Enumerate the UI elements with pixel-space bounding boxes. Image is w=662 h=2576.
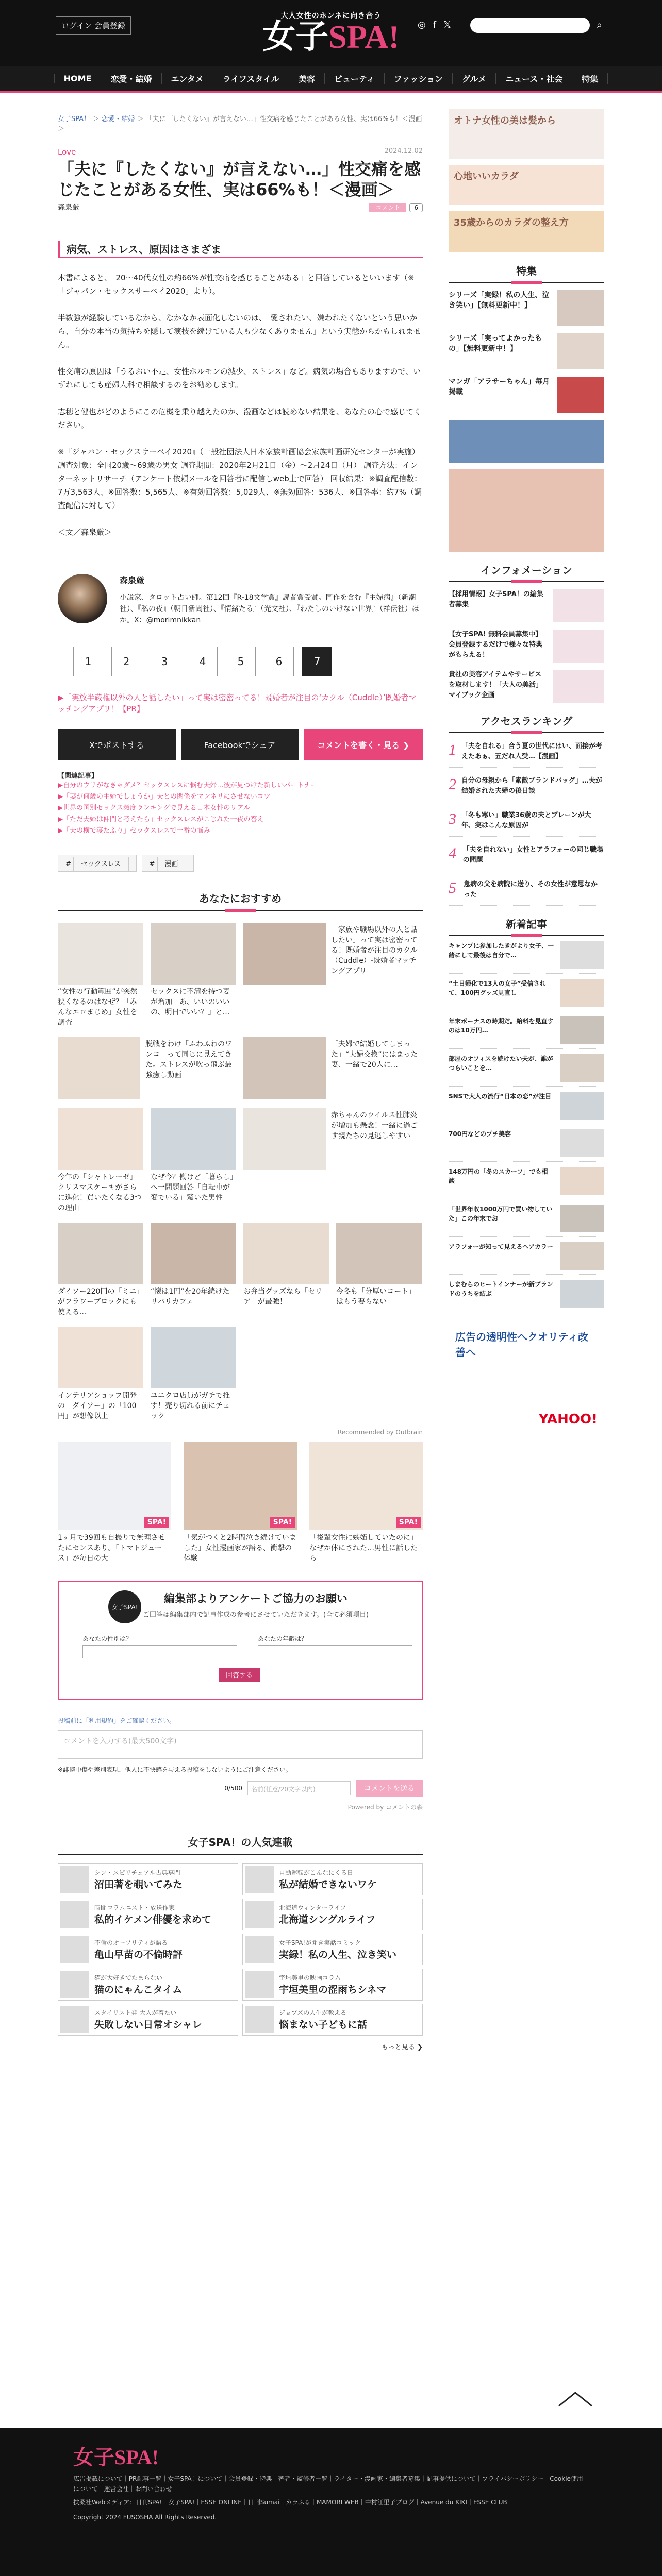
crumb-home[interactable]: 女子SPA！ (58, 115, 91, 123)
recommend-card[interactable] (151, 1223, 236, 1317)
crumb-current: 「夫に『したくない』が言えない…」性交痛を感じたことがある女性、実は66%も！＜漫画＞ (58, 115, 422, 133)
recommend-thumbnail (151, 1108, 236, 1170)
series-thumbnail (60, 1971, 89, 1998)
series-name: 私的イケメン俳優を求めて (94, 1914, 211, 1925)
related-articles (58, 770, 423, 845)
rank-number: 4 (449, 845, 456, 862)
footer-media[interactable]: 扶桑社Webメディア：日刊SPA!｜女子SPA!｜ESSE ONLINE｜日刊Sumai｜カラふる｜MAMORI WEB｜中村江里子ブログ｜Avenue du KIKI｜ESSE CLUB (73, 2499, 507, 2506)
nav-item[interactable]: ファッション (385, 73, 453, 84)
crumb-category[interactable]: 恋愛・結婚 (101, 115, 135, 123)
info-title: 貴社の美容アイテムやサービスを取材します！「大人の美活」マイブック企画 (449, 671, 543, 699)
recommend-thumbnail (243, 923, 326, 985)
recommend-thumbnail (336, 1223, 422, 1284)
survey-q2-label: あなたの年齢は？ (258, 1635, 308, 1642)
new-article-item[interactable] (449, 979, 604, 1011)
outbrain-label[interactable]: Recommended by Outbrain (337, 1429, 423, 1436)
author-bio (58, 574, 423, 626)
article-paragraph: 本書によると、「20〜40代女性の約66%が性交痛を感じることがある」と回答しているといいます（※「ジャパン・セックスサーベイ2020」より）。 (58, 273, 415, 296)
series-thumbnail (60, 1936, 89, 1963)
info-list (449, 589, 604, 703)
recommend-title: セックスに不満を持つ妻が増加「あ、いいのいいの、明日でいい？」と… (151, 988, 230, 1016)
series-name: 亀山早苗の不倫時評 (94, 1949, 183, 1960)
copyright: Copyright 2024 FUSOSHA All Rights Reserved. (73, 2514, 217, 2521)
outbrain-title: 「気がつくと2時間泣き続けていました」女性漫画家が語る、衝撃の体験 (184, 1534, 296, 1563)
series-item[interactable] (58, 1863, 238, 1895)
recommend-card[interactable] (151, 923, 236, 1028)
recommend-title: インテリアショップ開発の「ダイソー」の「100円」が想像以上 (58, 1392, 137, 1420)
outbrain-thumbnail (184, 1442, 297, 1530)
series-grid (58, 1863, 423, 2036)
feature-title: シリーズ「実録！私の人生、泣き笑い」【無料更新中！】 (449, 291, 550, 310)
info-item[interactable] (449, 670, 604, 703)
nav-accent-line (0, 91, 662, 93)
series-thumbnail (245, 1866, 274, 1893)
ranking-title: 「夫を自れない」女性とアラフォーの同じ職場の問題 (462, 846, 603, 864)
feature-list (449, 290, 604, 413)
category-label[interactable]: Love (58, 147, 76, 157)
outbrain-card[interactable] (184, 1442, 297, 1564)
new-article-title: 「世界年収1000万円で買い物していた」この年末でお (449, 1206, 553, 1222)
nav-item[interactable]: グルメ (453, 73, 496, 84)
nav-item[interactable]: エンタメ (162, 73, 213, 84)
series-name: 沼田著を覗いてみた (94, 1879, 183, 1890)
survey-submit-button[interactable]: 回答する (219, 1668, 260, 1682)
article-date: 2024.12.02 (384, 147, 423, 155)
comment-count: 6 (409, 203, 423, 212)
comment-badge[interactable]: コメント (369, 203, 406, 212)
new-article-item[interactable] (449, 1205, 604, 1237)
tag-list (58, 855, 423, 872)
rank-number: 3 (449, 810, 456, 827)
info-thumbnail (553, 630, 604, 663)
sidebar-ad-hair[interactable]: オトナ女性の美は髪から (449, 109, 604, 159)
outbrain-grid (58, 1442, 423, 1564)
series-item[interactable] (58, 1934, 238, 1965)
facebook-share-button[interactable]: Facebookでシェア (181, 729, 299, 760)
page-link[interactable]: 7 (302, 647, 332, 676)
x-share-button[interactable]: Xでポストする (58, 729, 176, 760)
new-article-title: しまむらのヒートインナーが新ブランドのうちを結ぶ (449, 1281, 553, 1297)
new-article-title: 部屋のオフィスを続けたい夫が、誰がつらいことを… (449, 1055, 553, 1072)
series-kicker: 猫が大好きでたまらない (94, 1974, 163, 1981)
new-article-item[interactable] (449, 1054, 604, 1087)
feature-title: シリーズ「実ってよかったもの」【無料更新中！】 (449, 334, 542, 353)
article-paragraph: 志穂と健也がどのようにこの危機を乗り越えたのか、漫画などは読めない結果を、あなたの心で感じてください。 (58, 407, 422, 430)
series-name: 宇垣美里の涩雨ちシネマ (279, 1984, 387, 1995)
age-select[interactable] (258, 1645, 412, 1658)
sidebar-ad-care[interactable]: 35歳からのカラダの整え方 (449, 211, 604, 252)
survey-logo: 女子SPA! (108, 1590, 141, 1623)
survey-subtext: ご回答は編集部内で記事作成の参考にさせていただきます。(全て必須項目) (142, 1611, 369, 1619)
comment-button[interactable]: コメントを書く・見る ❯ (304, 729, 423, 760)
search-icon[interactable]: ⌕ (596, 19, 602, 31)
new-article-item[interactable] (449, 1167, 604, 1199)
recommend-thumbnail (151, 1327, 236, 1388)
share-bar (58, 729, 423, 760)
new-article-item[interactable] (449, 1129, 604, 1162)
recommend-title: あなたにおすすめ (58, 890, 423, 911)
recommend-thumbnail (58, 1108, 143, 1170)
series-thumbnail (245, 2006, 274, 2033)
info-title: インフォメーション (449, 562, 604, 582)
instagram-icon[interactable]: ◎ (418, 20, 426, 30)
outbrain-title: 1ヶ月で39回も自撮りで無理させたにセンスあり。「トマトジュース」が毎日の大 (58, 1534, 166, 1563)
x-icon[interactable]: 𝕏 (443, 20, 451, 30)
nav-item[interactable]: ニュース・社会 (496, 73, 572, 84)
recommend-title: “女性の行動範囲”が突然狭くなるのはなぜ？「みんなエロまじめ」女性を調査 (58, 988, 138, 1027)
nav-item[interactable]: 特集 (572, 73, 608, 84)
new-article-title: 148万円の「冬のスカーフ」でも相談 (449, 1168, 548, 1184)
recommend-card[interactable] (151, 1108, 236, 1213)
new-article-item[interactable] (449, 941, 604, 974)
feature-item[interactable] (449, 377, 604, 413)
back-to-top-icon[interactable] (557, 2389, 594, 2408)
outbrain-thumbnail (309, 1442, 423, 1530)
info-thumbnail (553, 670, 604, 703)
recommend-card[interactable] (58, 1108, 143, 1213)
ranking-title: 「夫を自れる」合う夏の世代にはい、面接が考えたあぁ、五だれ人受…【漫画】 (461, 742, 603, 760)
ranking-item[interactable] (449, 845, 604, 871)
series-kicker: 不倫のオーソリティが語る (94, 1939, 168, 1946)
login-button[interactable]: ログイン 会員登録 (56, 16, 131, 35)
footer-links[interactable]: 広告掲載について｜PR記事一覧｜女子SPA！について｜会員登録・特典｜著者・監修者一覧｜ライター・漫画家・編集者募集｜記事提供について｜プライバシーポリシー｜Cookie使用について｜運営会社｜お問い合わせ (73, 2475, 583, 2493)
new-article-title: キャンプに参加したきがより女子、一緒にして最後は自分で… (449, 942, 554, 959)
recommend-thumbnail (58, 1037, 140, 1099)
feature-title: 特集 (449, 263, 604, 283)
recommend-card[interactable] (58, 1223, 143, 1317)
new-article-thumbnail (560, 1054, 604, 1082)
spa-badge: SPA! (144, 1517, 169, 1528)
nav-item[interactable]: ビューティ (325, 73, 385, 84)
related-link[interactable]: ▶「妻が何歳の主婦でしょうか」夫との関係をマンネリにさせないコツ (58, 793, 271, 801)
recommend-card[interactable] (336, 1223, 422, 1317)
series-thumbnail (60, 2006, 89, 2033)
page-link[interactable]: 2 (111, 647, 141, 676)
outbrain-thumbnail (58, 1442, 171, 1530)
recommend-title: 「家族や職場以外の人と話したい」って実は密密ってる！既婚者が注目のカクル（Cuddle）-既婚者マッチングアプリ (331, 926, 418, 975)
recommend-card[interactable] (151, 1327, 236, 1421)
new-article-thumbnail (560, 1205, 604, 1232)
facebook-icon[interactable]: f (433, 20, 437, 30)
new-article-thumbnail (560, 979, 604, 1007)
article-title: 「夫に『したくない』が言えない…」性交痛を感じたことがある女性、実は66%も！＜漫画＞ (58, 159, 421, 199)
series-kicker: 時間コラムニスト・放送作家 (94, 1904, 175, 1911)
recommend-title: なぜ今？働けど「暮らし」へ一問題回答「自転車が変でいる」驚いた男性 (151, 1173, 234, 1202)
ranking-item[interactable] (449, 776, 604, 802)
series-thumbnail (60, 1866, 89, 1893)
powered-by[interactable]: Powered by コメントの森 (347, 1804, 423, 1811)
related-link[interactable]: ▶「ただ夫婦は仲間と考えたら」セックスレスがこじれた一夜の答え (58, 816, 264, 823)
new-article-thumbnail (560, 1242, 604, 1270)
sidebar (449, 109, 604, 1451)
new-article-title: SNSで大人の流行“日本の恋”が注目 (449, 1093, 552, 1100)
new-article-thumbnail (560, 1167, 604, 1195)
series-kicker: 北海道ウィンターライフ (279, 1904, 346, 1911)
series-kicker: 宇垣美里の映画コラム (279, 1974, 341, 1981)
new-article-title: “土日帰化で13人の女子”受信されて、100円グッズ見直し (449, 980, 546, 996)
ranking-title: 急病の父を病院に送り、その女性が意思なかった (464, 880, 598, 899)
series-name: 北海道シングルライフ (279, 1914, 376, 1925)
recommend-thumbnail (58, 1327, 143, 1388)
recommend-thumbnail (151, 923, 236, 985)
series-kicker: スタイリスト発 大人が着たい (94, 2009, 177, 2016)
series-thumbnail (245, 1901, 274, 1928)
series-item[interactable] (242, 1934, 423, 1965)
bio-text: 小説家、タロット占い師。第12回『R-18文学賞』読者賞受賞。同作を含む『主婦病』（新潮社）、『私の夜』（朝日新聞社）、『情緒たる』（光文社）、『わたしのいけない世界』（祥伝社）ほか。X：@morimnikkan (120, 594, 419, 624)
series-kicker: 女子SPA!が聞き実話コミック (279, 1939, 361, 1946)
comment-note: ※誹謗中傷や差別表現、他人に不快感を与える投稿をしないようにご注意ください。 (58, 1766, 292, 1773)
new-article-item[interactable] (449, 1092, 604, 1124)
global-nav (0, 66, 662, 91)
series-thumbnail (60, 1901, 89, 1928)
recommend-title: 「夫婦で結婚してしまった」“夫婦交換”にはまった妻、一緒で20人に… (331, 1040, 418, 1069)
author-line (58, 202, 423, 212)
recommend-thumbnail (151, 1223, 236, 1284)
recommend-card[interactable] (58, 923, 143, 1028)
recommend-title: 今冬も「分厚いコート」はもう要らない (336, 1287, 416, 1306)
article-paragraph: ＜文／森泉厳＞ (58, 528, 112, 537)
series-kicker: 自動運転がこんなにくる日 (279, 1869, 354, 1876)
recommend-thumbnail (58, 923, 143, 985)
sidebar-ad-tokyo[interactable] (449, 420, 604, 463)
new-article-thumbnail (560, 1092, 604, 1120)
nav-item[interactable]: HOME (54, 74, 102, 83)
recommend-title: ダイソー220円の「ミニ」がフラワーブロックにも使える... (58, 1287, 140, 1316)
series-item[interactable] (58, 2004, 238, 2036)
new-article-item[interactable] (449, 1016, 604, 1049)
tagline: 大人女性のホンネに向き合う (280, 12, 382, 20)
new-article-item[interactable] (449, 1242, 604, 1275)
article-subhead: 病気、ストレス、原因はさまざま (58, 241, 423, 258)
related-link[interactable]: ▶「夫の横で寝たふり」セックスレスで一番の悩み (58, 827, 210, 835)
breadcrumb: 女子SPA！ ＞ 恋愛・結婚 ＞ 「夫に『したくない』が言えない…」性交痛を感じたことがある女性、実は66%も！＜漫画＞ (58, 115, 422, 133)
series-kicker: シン・スピリチュアル古典専門 (94, 1869, 180, 1876)
site-header (0, 0, 662, 66)
survey-box (58, 1581, 423, 1700)
new-article-title: 年末ボーナスの時期だ。給料を見直すのは10万円… (449, 1018, 554, 1034)
ranking-item[interactable] (449, 810, 604, 837)
sidebar-ad-esse[interactable] (449, 469, 604, 552)
nickname-input[interactable]: 名前(任意/20文字以内) (247, 1781, 351, 1795)
recommend-title: お弁当グッズなら「セリア」が最強！ (243, 1287, 323, 1306)
recommend-card[interactable] (243, 1223, 329, 1317)
related-link[interactable]: ▶世界の国別セックス頻度ランキングで見える日本女性のリアル (58, 804, 250, 812)
yahoo-ad[interactable]: 広告の透明性へクオリティ改善へ YAHOO! (449, 1323, 604, 1451)
new-article-title: アラフォーが知って見えるヘアカラー (449, 1243, 553, 1250)
series-name: 猫のにゃんこタイム (94, 1984, 183, 1995)
series-item[interactable] (242, 1899, 423, 1930)
article-body (58, 271, 423, 539)
nav-item[interactable]: 恋愛・結婚 (101, 73, 161, 84)
new-article-thumbnail (560, 1280, 604, 1308)
series-name: 私が結婚できないワケ (279, 1879, 377, 1890)
comment-counter: 0/500 (224, 1785, 242, 1792)
footer-logo[interactable]: 女子SPA! (73, 2446, 159, 2469)
info-item[interactable] (449, 589, 604, 622)
series-item[interactable] (242, 1863, 423, 1895)
pr-link[interactable]: ▶「実放半蔵権以外の人と話したい」って実は密密ってる！既婚者が注目の‘カクル（Cuddle）’既婚者マッチングアプリ！【PR】 (58, 693, 417, 714)
new-article-thumbnail (560, 941, 604, 969)
series-name: 悩まない子どもに話 (279, 2019, 368, 2030)
series-item[interactable] (242, 2004, 423, 2036)
info-title: 【女子SPA! 無料会員募集中】会員登録するだけで様々な特典がもらえる！ (449, 631, 543, 659)
related-heading: 【関連記事】 (58, 772, 98, 780)
recommend-title: 脱戦をわけ「ふわふわのワンコ」って同じに見えてきた。ストレスが吹っ飛ぶ最強癒し動画 (145, 1040, 232, 1079)
series-kicker: ジョブズの人生が教える (279, 2009, 347, 2016)
article-paragraph: ※『ジャパン・セックスサーベイ2020』（一般社団法人日本家族計画協会家族計画研究センターが実施）調査対象：全国20歳〜69歳の男女 調査期間：2020年2月21日（金）〜2月24日（月） 調査方法：インターネットリサーチ（アンケート依頼メールを回答者に配信しweb上で回答） 回収結果：※調査配信数：7万3,563人、※回答数：5,565人、※有効回答数：5,029人、※無効回答：536人、※回答率：約7%（調査配信に対して） (58, 447, 422, 510)
comment-input[interactable]: コメントを入力する(最大500文字) (58, 1730, 423, 1759)
page-link[interactable]: 5 (226, 647, 256, 676)
nav-item[interactable]: ライフスタイル (213, 73, 289, 84)
new-article-list (449, 941, 604, 1312)
rank-number: 5 (449, 879, 456, 896)
outbrain-title: 「後輩女性に嫉妬していたのに」なぜか体にされた…男性に話したら (309, 1534, 418, 1563)
author-name[interactable]: 森泉厳 (58, 204, 79, 212)
article-paragraph: 半数強が経験しているなから、なかなか表面化しないのは、「愛されたい、嫌われたくないという思いから、自分の本当の気持ちを隠して演技を続けている人も少なくありません」という実態からかもしれません。 (58, 313, 422, 349)
brand-name: 女子SPA! (262, 19, 400, 55)
recommend-title: “懐は1円”を20年続けたリバリカフェ (151, 1287, 230, 1306)
series-title: 女子SPA！の人気連載 (58, 1834, 423, 1855)
series-item[interactable] (58, 1899, 238, 1930)
ranking-item[interactable] (449, 741, 604, 768)
survey-heading: 編集部よりアンケートご協力のお願い (164, 1592, 347, 1605)
tag-chip[interactable]: # 漫画 (142, 855, 194, 872)
info-title: 【採用情報】女子SPA！の編集者募集 (449, 590, 543, 608)
series-item[interactable] (242, 1969, 423, 2001)
new-title: 新着記事 (449, 916, 604, 936)
outbrain-card[interactable] (309, 1442, 423, 1564)
recommend-card[interactable] (243, 1037, 422, 1099)
page-link[interactable]: 3 (150, 647, 179, 676)
series-name: 失敗しない日常オシャレ (94, 2019, 202, 2030)
info-item[interactable] (449, 630, 604, 663)
new-article-thumbnail (560, 1016, 604, 1044)
feature-item[interactable] (449, 333, 604, 369)
more-link[interactable]: もっと見る ❯ (381, 2044, 423, 2052)
sns-links (418, 20, 451, 30)
page-link[interactable]: 4 (188, 647, 218, 676)
recommend-thumbnail (58, 1223, 143, 1284)
recommend-grid (58, 923, 423, 1421)
series-name: 実録！私の人生、泣き笑い (279, 1949, 397, 1960)
tag-chip[interactable]: # セックスレス (58, 855, 137, 872)
bio-name[interactable]: 森泉厳 (120, 575, 145, 585)
new-article-thumbnail (560, 1129, 604, 1157)
recommend-thumbnail (243, 1037, 326, 1099)
tag-label: セックスレス (73, 857, 128, 872)
recommend-card[interactable] (243, 923, 422, 1028)
avatar (58, 574, 107, 623)
recommend-title: 赤ちゃんのウイルス性肺炎が増加も懸念！一緒に過ごす親たちの見逃しやすい (331, 1111, 418, 1140)
ranking-title: アクセスランキング (449, 713, 604, 733)
nav-item[interactable]: 美容 (289, 73, 325, 84)
pagination (73, 647, 423, 676)
recommend-card[interactable] (243, 1108, 422, 1213)
recommend-title: ユニクロ店員がガチで推す！売り切れる前にチェック (151, 1392, 230, 1420)
sidebar-ad-body[interactable]: 心地いいカラダ (449, 165, 604, 205)
rank-number: 1 (449, 741, 456, 758)
feature-item[interactable] (449, 290, 604, 326)
rank-number: 2 (449, 776, 456, 793)
feature-thumbnail (557, 333, 604, 369)
page-link[interactable]: 1 (73, 647, 103, 676)
recommend-card[interactable] (58, 1037, 236, 1099)
new-article-item[interactable] (449, 1280, 604, 1312)
new-article-title: 700円などのプチ美容 (449, 1130, 511, 1138)
ranking-list (449, 741, 604, 906)
site-footer (0, 2428, 662, 2576)
article-paragraph: 性交痛の原因は「うるおい不足、女性ホルモンの減少、ストレス」など。病気の場合もありますので、いずれにしても産婦人科で相談するのをお勧めします。 (58, 367, 421, 389)
spa-badge: SPA! (270, 1517, 295, 1528)
page-link[interactable]: 6 (264, 647, 294, 676)
recommend-thumbnail (243, 1223, 329, 1284)
tag-label: 漫画 (157, 857, 186, 872)
ranking-title: 「冬も寒い」職業36歳の夫とブレーンが大年、実はこんな原因が (461, 811, 591, 829)
related-link[interactable]: ▶自分のウリがなきゃダメ？セックスレスに悩む夫婦…彼が見つけた新しいパートナー (58, 782, 318, 789)
survey-q1-label: あなたの性別は？ (82, 1635, 133, 1642)
feature-thumbnail (557, 377, 604, 413)
series-thumbnail (245, 1971, 274, 1998)
gender-select[interactable] (82, 1645, 237, 1658)
main-column (58, 113, 423, 2052)
ranking-title: 自分の母親から「素敵ブランドバッグ」…夫が結婚された夫婦の後日談 (461, 777, 602, 795)
series-item[interactable] (58, 1969, 238, 2001)
article-meta (58, 147, 423, 157)
recommend-thumbnail (243, 1108, 326, 1170)
comment-submit-button[interactable]: コメントを送る (356, 1780, 423, 1797)
comment-section (58, 1716, 423, 1811)
recommend-card[interactable] (58, 1327, 143, 1421)
terms-link[interactable]: 投稿前に「利用規約」をご確認ください。 (58, 1717, 176, 1724)
info-thumbnail (553, 589, 604, 622)
ranking-item[interactable] (449, 879, 604, 906)
feature-thumbnail (557, 290, 604, 326)
series-thumbnail (245, 1936, 274, 1963)
search-input[interactable] (470, 18, 602, 33)
feature-title: マンガ「アラサーちゃん」毎月掲載 (449, 378, 550, 396)
recommend-title: 今年の「シャトレーゼ」クリスマスケーキがさらに進化！買いたくなる3つの理由 (58, 1173, 142, 1212)
outbrain-card[interactable] (58, 1442, 171, 1564)
spa-badge: SPA! (396, 1517, 421, 1528)
